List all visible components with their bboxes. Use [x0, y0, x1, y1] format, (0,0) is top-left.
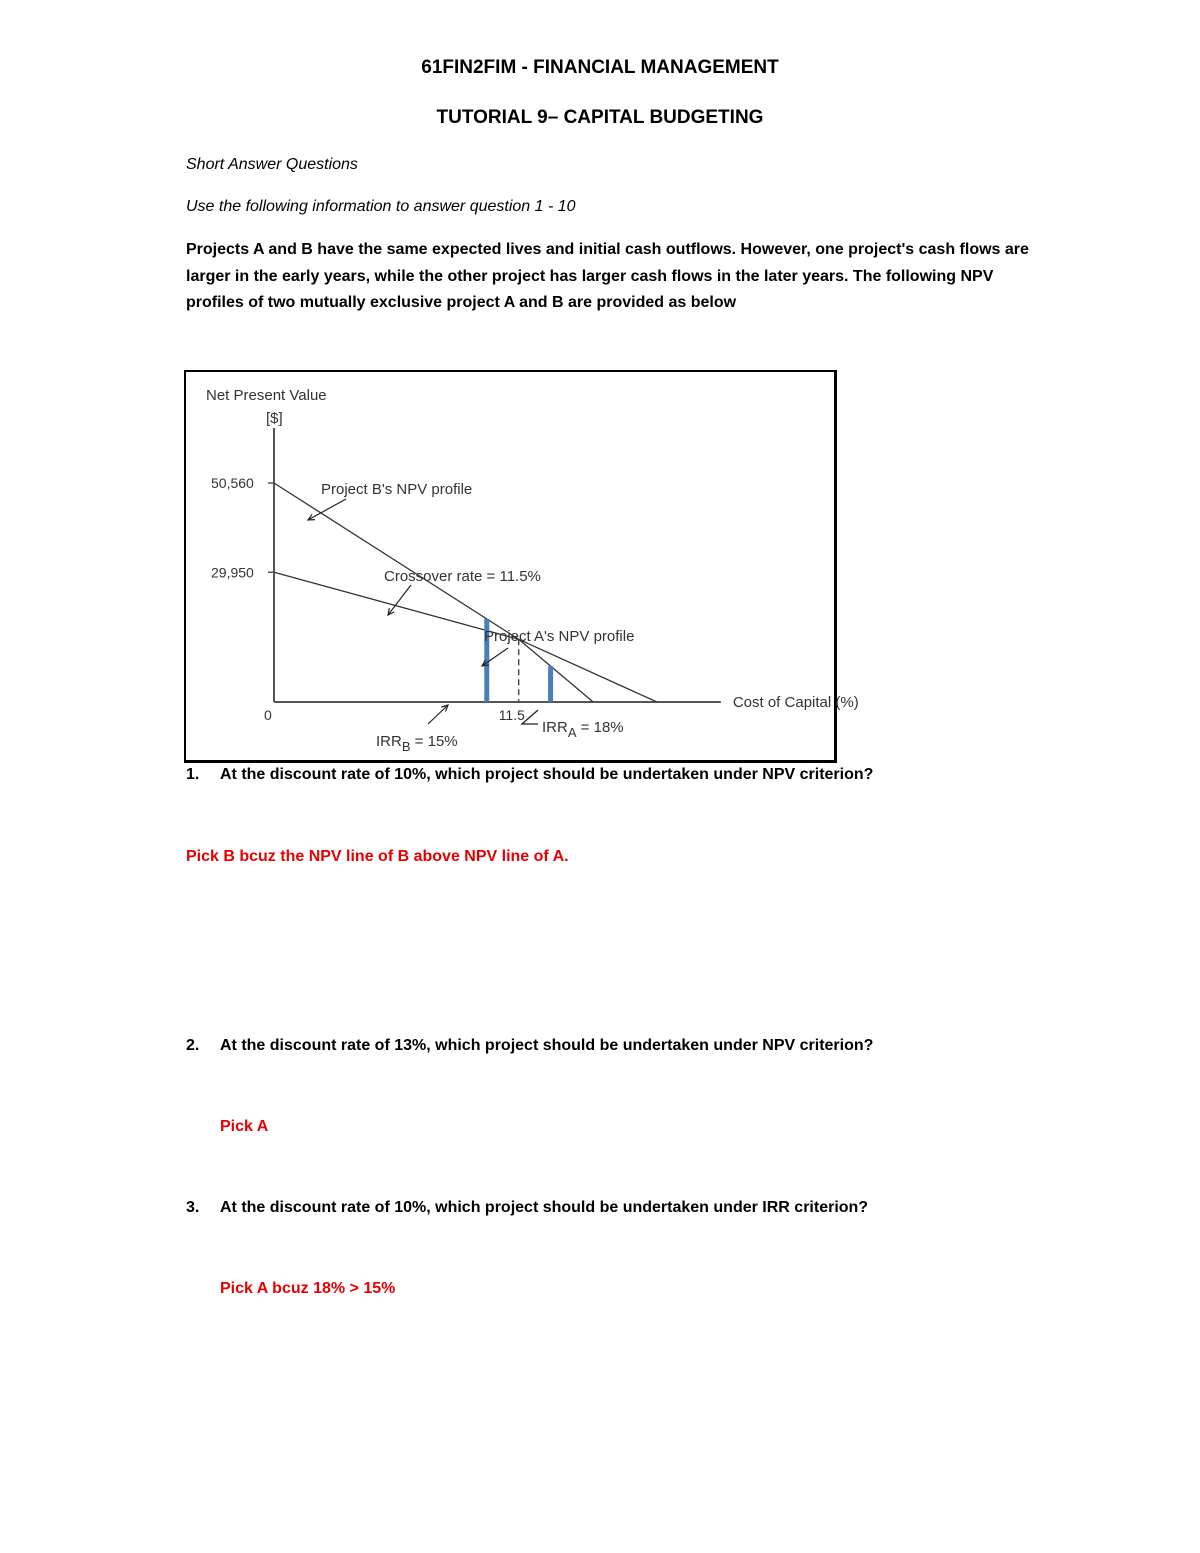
question-text: At the discount rate of 10%, which project should be undertaken under NPV criterion? [220, 766, 874, 783]
course-title: 61FIN2FIM - FINANCIAL MANAGEMENT [421, 57, 779, 78]
answer-3: Pick A bcuz 18% > 15% [220, 1280, 396, 1297]
y-tick-label: 50,560 [211, 475, 254, 491]
x-tick-label: 11.5 [498, 707, 525, 723]
chart-svg [186, 372, 859, 760]
question-number: 1. [186, 766, 200, 783]
project-a-label: Project A's NPV profile [484, 628, 635, 645]
question-number: 3. [186, 1199, 200, 1216]
tutorial-title: TUTORIAL 9– CAPITAL BUDGETING [436, 107, 764, 128]
question-1 [186, 766, 873, 784]
y-axis-unit: [$] [266, 410, 283, 427]
answer-1: Pick B bcuz the NPV line of B above NPV line of A. [186, 848, 569, 865]
intro-line: profiles of two mutually exclusive project A and B are provided as below [186, 294, 737, 311]
y-axis-label: Net Present Value [206, 387, 327, 404]
question-text: At the discount rate of 13%, which project should be undertaken under NPV criterion? [220, 1037, 874, 1054]
x-axis-label: Cost of Capital (%) [732, 694, 859, 711]
intro-paragraph [186, 237, 1086, 317]
instruction-text: Use the following information to answer question 1 - 10 [186, 198, 576, 215]
irr-b-arrow [428, 705, 448, 724]
question-text: At the discount rate of 10%, which project should be undertaken under IRR criterion? [220, 1199, 869, 1216]
question-number: 2. [186, 1037, 200, 1054]
section-heading: Short Answer Questions [186, 156, 358, 173]
answer-2: Pick A [220, 1118, 269, 1135]
irr-b-label: IRRB = 15% [376, 733, 458, 754]
y-tick-label: 29,950 [211, 564, 254, 581]
project-b-npv-line [274, 483, 593, 702]
crossover-arrow [388, 585, 411, 615]
irr-a-label: IRRA = 18% [542, 719, 624, 740]
project-b-label: Project B's NPV profile [321, 481, 473, 498]
intro-line: Projects A and B have the same expected lives and initial cash outflows. However, one project's cash flows are [186, 241, 1029, 258]
intro-line: larger in the early years, while the other project has larger cash flows in the later years. The following NPV [186, 267, 994, 285]
npv-profile-chart [184, 370, 859, 763]
question-2 [186, 1037, 873, 1055]
question-3 [186, 1199, 868, 1217]
origin-label: 0 [264, 707, 272, 723]
crossover-label: Crossover rate = 11.5% [384, 568, 541, 585]
